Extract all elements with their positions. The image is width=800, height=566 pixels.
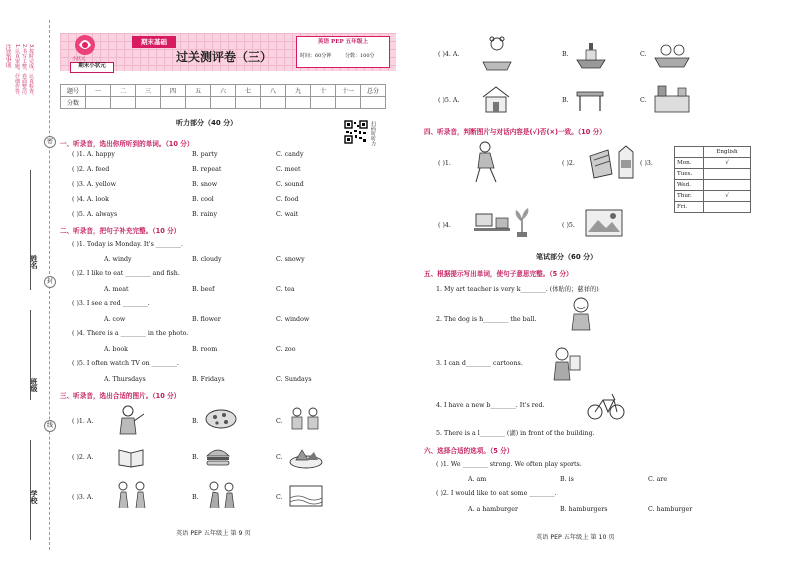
schedule-row [675,169,751,180]
s1-q4[interactable]: ( )4. A. look [72,196,109,203]
milk-carton-icon [616,144,636,180]
toy-bear-boat-icon [480,36,514,74]
s2-q4-a: A. book [104,346,128,353]
s1-q4-c: C. food [276,196,299,203]
s3-q4[interactable]: ( )4. A. [438,51,460,58]
s6-q1[interactable]: ( )1. We ________ strong. We often play sports. [436,461,582,468]
s2-q1[interactable]: ( )1. Today is Monday. It's ________. [72,241,183,248]
s2-q3-a: A. cow [104,316,126,323]
s2-q1-b: B. cloudy [192,256,222,263]
s2-q2[interactable]: ( )2. I like to eat ________ and fish. [72,270,180,277]
schedule-corner-cell [675,147,704,158]
schedule-mark [704,202,751,213]
written-title: 笔试部分（60 分） [536,253,598,261]
lake-scene-icon [288,484,324,508]
s4-q1[interactable]: ( )1. [438,160,451,167]
s4-q5[interactable]: ( )5. [562,222,575,229]
score-cell[interactable] [136,97,161,109]
s5-q3[interactable]: 3. I can d________ cartoons. [436,360,523,367]
caution-line-2: 2.书写工整，卷面整洁。 [21,44,27,99]
bread-icon [586,146,616,180]
score-cell[interactable] [261,97,286,109]
s6-q2-c: C. hamburger [648,506,693,513]
score-cell[interactable] [236,97,261,109]
seal-mark-2: 封 [44,276,56,288]
s3-q3-c: C. [276,494,283,501]
s3-q2[interactable]: ( )2. A. [72,454,94,461]
s5-q4[interactable]: 4. I have a new b________. It's red. [436,402,545,409]
schedule-mark [704,169,751,180]
book-icon [116,446,146,468]
s2-q1-a: A. windy [104,256,132,263]
score-cell[interactable] [361,97,386,109]
section-5-title: 五、根据提示写出单词，使句子意思完整。（5 分） [424,270,573,278]
s3-q1-b: B. [192,418,199,425]
s1-q5[interactable]: ( )5. A. always [72,211,118,218]
badge [132,36,176,48]
s3-q3[interactable]: ( )3. A. [72,494,94,501]
schedule-header: English [704,147,751,158]
kids-running-icon [204,480,240,512]
plant-icon [512,206,532,238]
s6-q1-b: B. is [560,476,574,483]
score-cell[interactable] [311,97,336,109]
s3-q2-b: B. [192,454,199,461]
s4-q2[interactable]: ( )2. [562,160,575,167]
s4-q4[interactable]: ( )4. [438,222,451,229]
col-header: 六 [211,85,236,97]
house-icon [480,84,512,114]
score-cell[interactable] [111,97,136,109]
qr-code-icon [344,120,368,148]
boys-playing-icon [114,480,150,512]
col-header: 八 [261,85,286,97]
s2-q5-c: C. Sundays [276,376,312,383]
schedule-day: Fri. [675,202,704,213]
class-label: 班级 [30,378,38,392]
schedule-table [674,146,754,213]
brand-box [70,62,114,73]
col-header: 九 [286,85,311,97]
boy-skating-icon [470,140,504,186]
col-header: 四 [161,85,186,97]
s6-q2[interactable]: ( )2. I would like to eat some ________. [436,490,557,497]
info-box [296,36,390,68]
girl-drawing-icon [550,346,582,382]
s3-q5-b: B. [562,97,569,104]
schedule-row [675,180,751,191]
s2-q3-b: B. flower [192,316,221,323]
hamburger-icon [204,446,232,468]
right-page [400,0,800,566]
teacher-smiling-icon [568,296,594,332]
s3-q1-c: C. [276,418,283,425]
s3-q4-b: B. [562,51,569,58]
score-table-header-row [61,85,386,97]
s6-q1-c: C. are [648,476,668,483]
bike-icon [586,390,626,422]
schedule-header-row [675,147,751,158]
s6-q2-b: B. hamburgers [560,506,608,513]
kids-reading-icon [288,406,324,432]
schedule-day: Wed. [675,180,704,191]
caution-line-3: 3.按时完成，认真检查。 [28,44,34,99]
s1-q4-b: B. cool [192,196,214,203]
score-cell[interactable] [86,97,111,109]
col-header: 五 [186,85,211,97]
s3-q5-c: C. [640,97,647,104]
s1-q5-c: C. wait [276,211,299,218]
s2-q5-b: B. Fridays [192,376,225,383]
computer-room-icon [472,206,512,240]
schedule-row [675,191,751,202]
score-cell[interactable] [186,97,211,109]
s1-q5-b: B. rainy [192,211,218,218]
s1-q2-c: C. meet [276,166,301,173]
s1-q2[interactable]: ( )2. A. feed [72,166,110,173]
schedule-mark: √ [704,158,751,169]
qr-text: 扫码听听力 [370,121,376,146]
school-label: 学校 [30,490,38,504]
s3-q4-c: C. [640,51,647,58]
boat-toys-icon [652,38,692,72]
name-label: 姓名 [30,255,38,269]
schedule-day: Thur. [675,191,704,202]
s2-q3-c: C. window [276,316,310,323]
score-table-label: 题号 [61,85,86,97]
caution-title: 注意事项 [4,44,11,68]
s2-q3[interactable]: ( )3. I see a red ________. [72,300,150,307]
col-header: 十一 [336,85,361,97]
s1-q1-b: B. party [192,151,218,158]
teacher-icon [114,404,148,436]
section-1-title: 一、听录音，选出你所听到的单词。（10 分） [60,140,194,148]
name-field[interactable] [30,170,41,290]
left-footer: 英语 PEP 五年级上 第 9 页 [176,530,251,537]
exam-title: 过关测评卷（三） [176,50,273,64]
s3-q1[interactable]: ( )1. A. [72,418,94,425]
s6-q1-a: A. am [468,476,487,483]
s2-q2-c: C. tea [276,286,295,293]
schedule-row [675,202,751,213]
food-plate-icon [288,444,324,470]
score-table-score-row [61,97,386,109]
s1-q1-c: C. candy [276,151,304,158]
seal-mark-1: 密 [44,136,56,148]
s2-q5[interactable]: ( )5. I often watch TV on ________. [72,360,179,367]
subject-info: 英语 PEP 五年级上 [317,39,369,45]
section-2-title: 二、听录音，把句子补充完整。（10 分） [60,227,181,235]
col-header: 七 [236,85,261,97]
desk-icon [574,84,606,114]
score-cell[interactable] [286,97,311,109]
s1-q1[interactable]: ( )1. A. happy [72,151,115,158]
section-6-title: 六、选择合适的选项。（5 分） [424,447,514,455]
col-header: 十 [311,85,336,97]
s1-q3-c: C. sound [276,181,304,188]
right-footer: 英语 PEP 五年级上 第 10 页 [536,534,615,541]
score-cell[interactable] [336,97,361,109]
s2-q2-b: B. beef [192,286,215,293]
s3-q3-b: B. [192,494,199,501]
s2-q1-c: C. snowy [276,256,305,263]
badge-text: 期末基础 [141,38,167,46]
logo-text: 小状元 [72,57,86,62]
score-cell[interactable] [211,97,236,109]
s2-q2-a: A. meat [104,286,129,293]
s2-q5-a: A. Thursdays [104,376,146,383]
exam-time: 时间：60分钟 [300,53,332,59]
score-cell[interactable] [161,97,186,109]
seal-mark-3: 线 [44,420,56,432]
s5-q2[interactable]: 2. The dog is h________ the ball. [436,316,537,323]
col-header: 一 [86,85,111,97]
s6-q2-a: A. a hamburger [468,506,518,513]
kitchen-icon [652,82,692,116]
landscape-picture-icon [584,208,624,238]
s4-q3[interactable]: ( )3. [640,160,653,167]
section-4-title: 四、听录音，判断图片与对话内容是(√)否(×)一致。（10 分） [424,128,606,136]
pizza-icon [204,408,238,430]
schedule-day: Mon. [675,158,704,169]
s5-q5[interactable]: 5. There is a l________ (湖) in front of the building. [436,430,595,437]
schedule-mark [704,180,751,191]
section-3-title: 三、听录音，选出合适的图片。（10 分） [60,392,181,400]
caution-line-1: 1.认真审题，仔细作答。 [14,44,20,99]
col-header: 二 [111,85,136,97]
schedule-mark: √ [704,191,751,202]
brand-text: 期末小状元 [78,63,106,69]
listening-title: 听力部分（40 分） [176,119,238,127]
s2-q4[interactable]: ( )4. There is a ________ in the photo. [72,330,189,337]
s1-q2-b: B. repeat [192,166,222,173]
schedule-day: Tues. [675,169,704,180]
exam-score: 分数：100分 [345,53,375,59]
ship-icon [574,38,608,72]
s3-q5[interactable]: ( )5. A. [438,97,460,104]
s2-q4-b: B. room [192,346,218,353]
score-table [60,84,386,109]
col-header: 三 [136,85,161,97]
col-header: 总分 [361,85,386,97]
s5-q1[interactable]: 1. My art teacher is very k________. (体贴的；慈祥的) [436,286,599,293]
s1-q3[interactable]: ( )3. A. yellow [72,181,116,188]
s1-q3-b: B. snow [192,181,218,188]
s3-q2-c: C. [276,454,283,461]
schedule-row [675,158,751,169]
score-row-label: 分数 [61,97,86,109]
s2-q4-c: C. zoo [276,346,296,353]
